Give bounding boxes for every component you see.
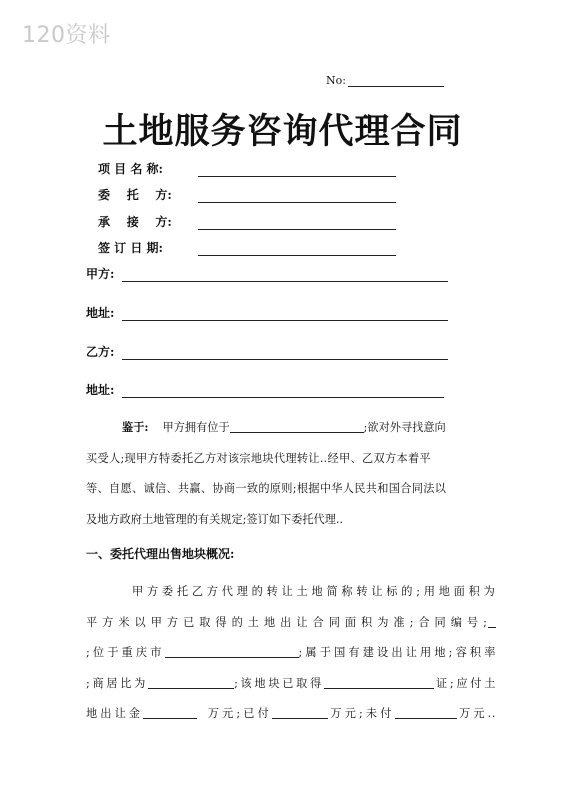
section-1-text: ;属于国有建设出让用地;容积率 xyxy=(298,646,497,659)
section-1-line xyxy=(86,669,496,700)
section-1-text: ;商居比为 xyxy=(86,676,149,690)
section-1-line: 甲方委托乙方代理的转让土地简称转让标的;用地面积为 xyxy=(132,585,496,598)
section-1-line xyxy=(86,638,496,669)
party-a-address xyxy=(86,304,448,321)
cover-field-label: 承 接 方: xyxy=(98,215,172,229)
cover-field-blank xyxy=(198,164,396,177)
contract-title: 土地服务咨询代理合同 xyxy=(102,111,463,152)
ratio-blank xyxy=(148,676,234,689)
section-1-text: ;该地块已取得 xyxy=(234,676,324,690)
contract-no-blank xyxy=(488,615,496,628)
party-label: 地址: xyxy=(86,306,115,320)
section-1-line xyxy=(86,699,496,730)
party-blank xyxy=(122,347,448,360)
section-1-body xyxy=(86,577,496,730)
whereas-line: 买受人;现甲方特委托乙方对该宗地块代理转让..经甲、乙双方本着平 xyxy=(86,451,431,465)
whereas-line: 等、自愿、诚信、共赢、协商一致的原则;根据中华人民共和国合同法以 xyxy=(86,482,447,495)
unpaid-blank xyxy=(395,706,457,719)
paid-blank xyxy=(272,706,328,719)
whereas-heading: 鉴于: xyxy=(122,420,149,434)
cover-field-blank xyxy=(198,243,396,256)
party-a xyxy=(86,265,448,282)
certificate-blank xyxy=(324,676,434,689)
whereas-text: ;欲对外寻找意向 xyxy=(363,421,446,434)
document-number-blank xyxy=(348,74,444,87)
section-1-text: 万元;已付 xyxy=(205,707,272,720)
party-label: 甲方: xyxy=(86,267,115,281)
cover-field-contractor xyxy=(98,213,396,230)
cover-field-blank xyxy=(198,190,396,203)
location-blank xyxy=(230,420,364,433)
section-1-text: 地出让金 xyxy=(86,707,144,720)
whereas-line: 及地方政府土地管理的有关规定;签订如下委托代理.. xyxy=(86,512,344,526)
section-1-heading: 一、委托代理出售地块概况: xyxy=(86,547,235,561)
cover-field-project-name xyxy=(98,160,396,177)
fee-blank xyxy=(143,706,197,719)
section-1-text: ;位于重庆市 xyxy=(86,646,165,659)
cover-field-label: 签 订 日 期: xyxy=(98,241,163,255)
document-number xyxy=(326,74,444,87)
party-blank xyxy=(122,385,444,398)
cover-field-client xyxy=(98,186,396,203)
party-b xyxy=(86,343,448,360)
party-blank xyxy=(122,308,448,321)
cover-field-label: 委 托 方: xyxy=(98,188,172,202)
section-1-line xyxy=(86,608,496,639)
document-number-label: No: xyxy=(326,74,346,87)
whereas-paragraph xyxy=(86,412,496,535)
whereas-line xyxy=(86,412,496,444)
section-1-text: 万元;未付 xyxy=(327,707,395,720)
party-b-address xyxy=(86,381,444,398)
cover-field-sign-date xyxy=(98,239,396,256)
cover-field-blank xyxy=(198,217,396,230)
party-label: 地址: xyxy=(86,383,115,397)
section-1-text: 证;应付土 xyxy=(433,676,496,690)
section-1-text: 平方米以甲方已取得的土地出让合同面积为准;合同编号; xyxy=(86,615,488,629)
watermark: 120资料 xyxy=(22,23,111,48)
section-1-text: 万元.. xyxy=(456,707,496,720)
cover-field-label: 项 目 名 称: xyxy=(98,162,163,176)
address-blank xyxy=(165,645,299,658)
party-label: 乙方: xyxy=(86,345,115,359)
whereas-text: 甲方拥有位于 xyxy=(162,421,230,434)
party-blank xyxy=(122,269,448,282)
